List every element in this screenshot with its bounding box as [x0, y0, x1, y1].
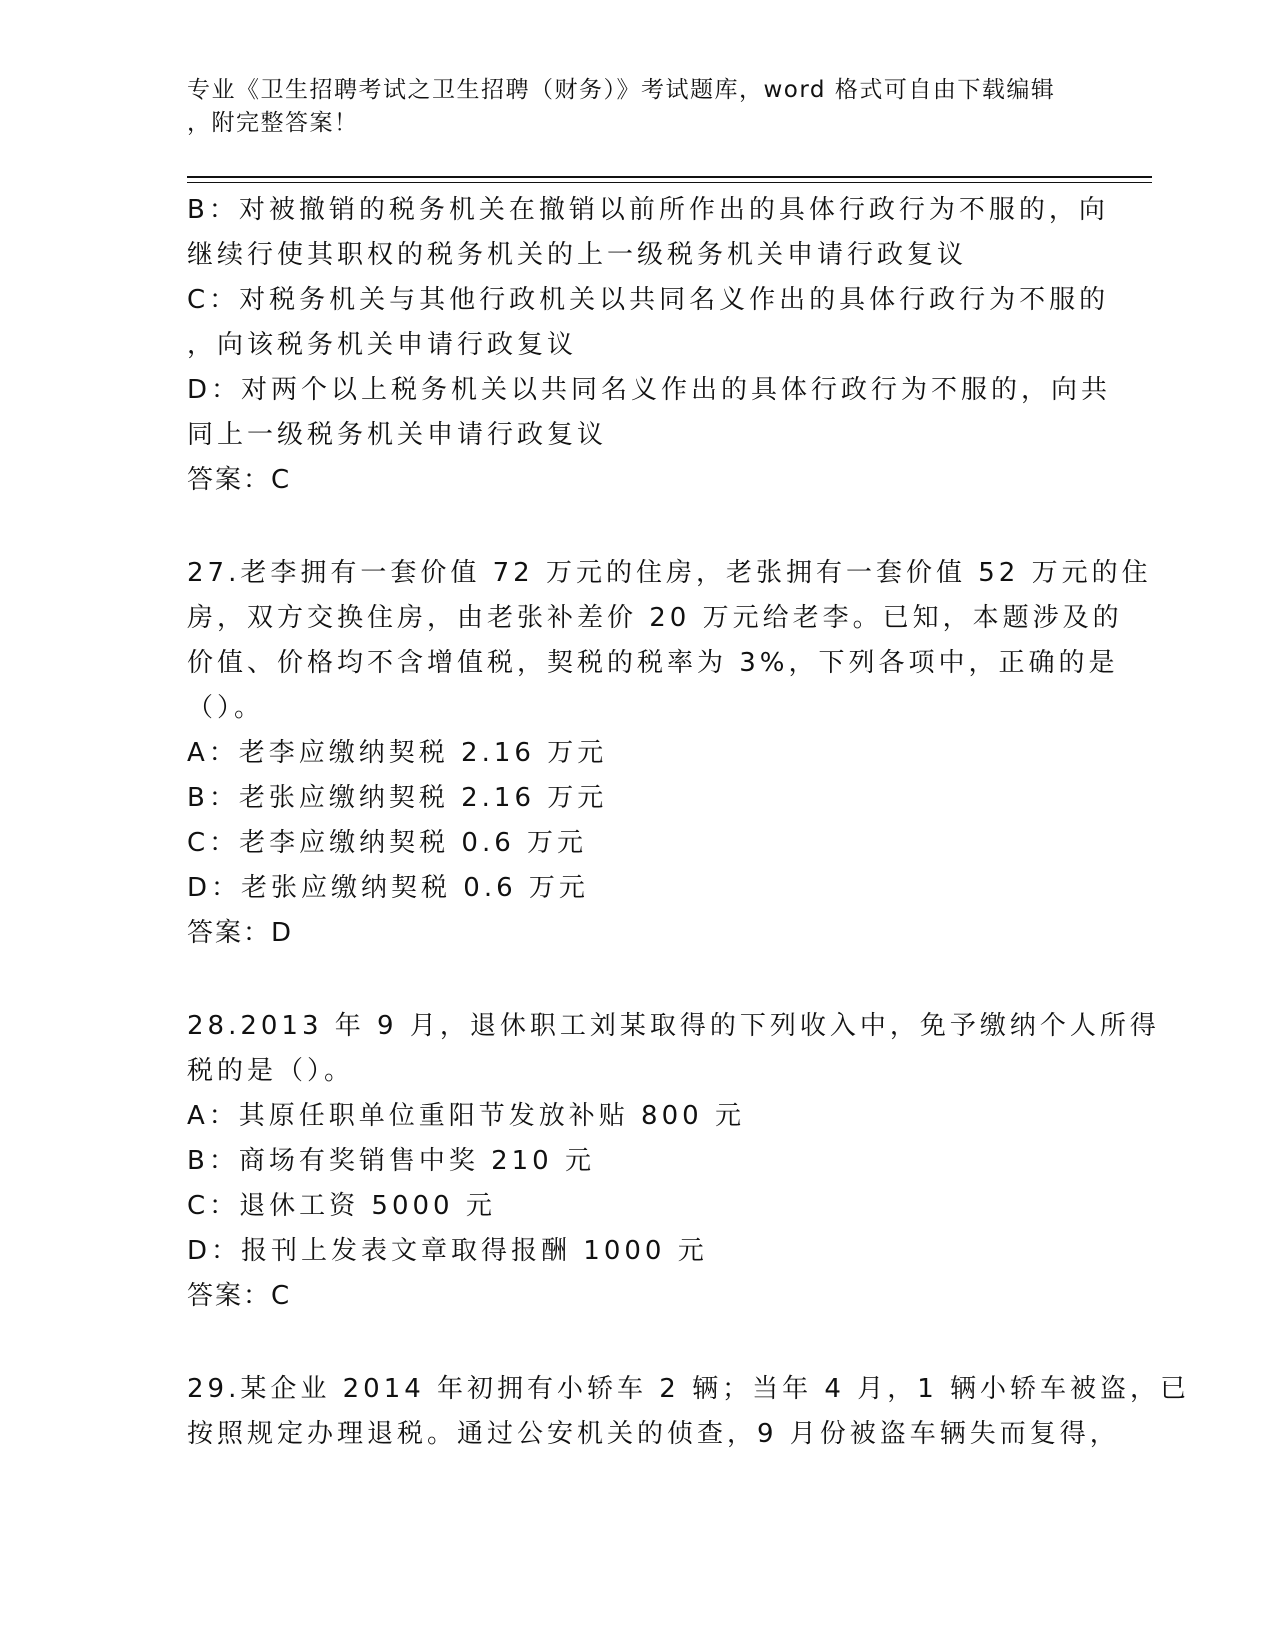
- text-line: 按照规定办理退税。通过公安机关的侦查，9 月份被盗车辆失而复得，: [187, 1419, 1120, 1449]
- header-divider: [187, 176, 1152, 178]
- text-line: C：对税务机关与其他行政机关以共同名义作出的具体行政行为不服的: [187, 285, 1110, 315]
- header-line: 专业《卫生招聘考试之卫生招聘（财务）》考试题库，word 格式可自由下载编辑: [187, 77, 1056, 103]
- answer-line: 答案：C: [187, 1281, 292, 1311]
- text-line: 同上一级税务机关申请行政复议: [187, 420, 608, 450]
- text-line: D：对两个以上税务机关以共同名义作出的具体行政行为不服的，向共: [187, 375, 1112, 405]
- text-line: B：商场有奖销售中奖 210 元: [187, 1146, 595, 1176]
- header-line: ，附完整答案！: [187, 110, 359, 136]
- text-line: D：报刊上发表文章取得报酬 1000 元: [187, 1236, 708, 1266]
- text-line: D：老张应缴纳契税 0.6 万元: [187, 873, 589, 903]
- answer-line: 答案：D: [187, 918, 294, 948]
- text-line: 继续行使其职权的税务机关的上一级税务机关申请行政复议: [187, 240, 968, 270]
- text-line: A：其原任职单位重阳节发放补贴 800 元: [187, 1101, 745, 1131]
- text-line: 29.某企业 2014 年初拥有小轿车 2 辆；当年 4 月，1 辆小轿车被盗，已: [187, 1374, 1190, 1404]
- text-line: A：老李应缴纳契税 2.16 万元: [187, 738, 608, 768]
- document-header: [187, 74, 1067, 140]
- text-line: 税的是（）。: [187, 1056, 355, 1086]
- text-line: C：退休工资 5000 元: [187, 1191, 496, 1221]
- text-line: B：对被撤销的税务机关在撤销以前所作出的具体行政行为不服的，向: [187, 195, 1109, 225]
- text-line: B：老张应缴纳契税 2.16 万元: [187, 783, 608, 813]
- text-line: 27.老李拥有一套价值 72 万元的住房，老张拥有一套价值 52 万元的住: [187, 558, 1152, 588]
- text-line: （）。: [187, 693, 265, 723]
- answer-line: 答案：C: [187, 465, 292, 495]
- text-line: 价值、价格均不含增值税，契税的税率为 3%，下列各项中，正确的是: [187, 648, 1119, 678]
- text-line: C：老李应缴纳契税 0.6 万元: [187, 828, 588, 858]
- text-line: 房，双方交换住房，由老张补差价 20 万元给老李。已知，本题涉及的: [187, 603, 1123, 633]
- text-line: ，向该税务机关申请行政复议: [187, 330, 578, 360]
- text-line: 28.2013 年 9 月，退休职工刘某取得的下列收入中，免予缴纳个人所得: [187, 1011, 1160, 1041]
- header-divider-thin: [187, 182, 1152, 183]
